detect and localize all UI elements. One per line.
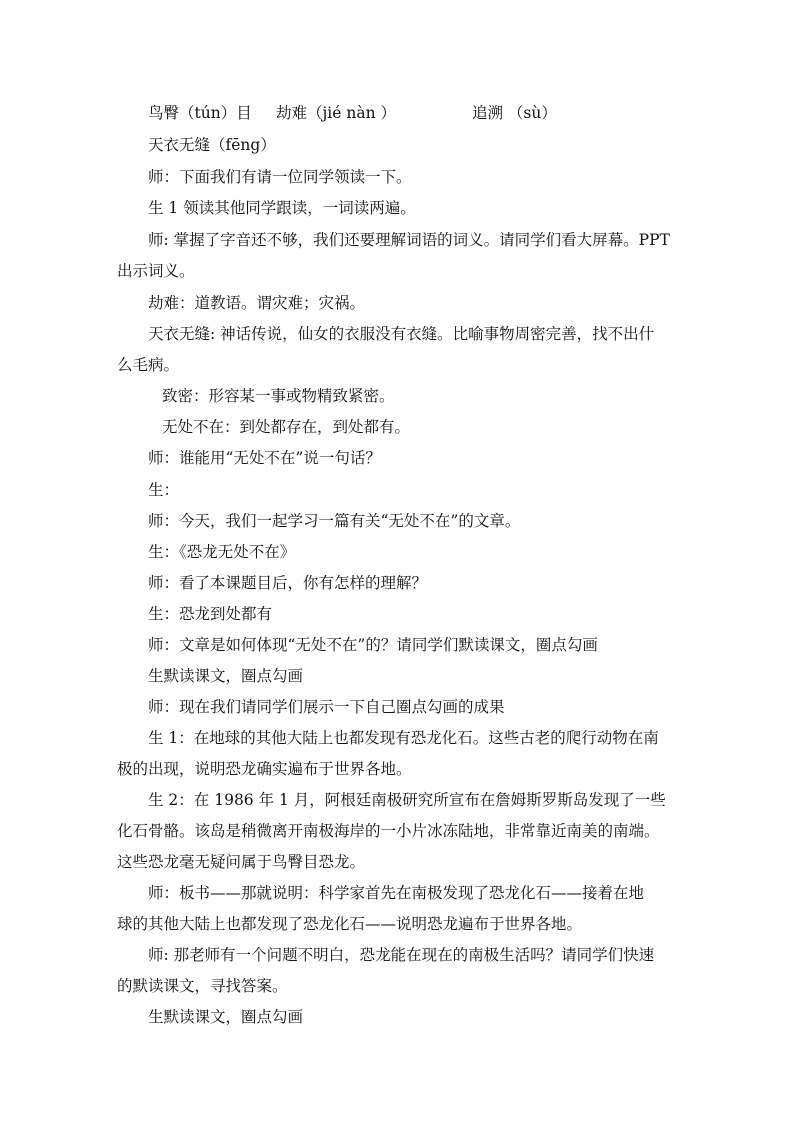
paragraph-line: 这些恐龙毫无疑问属于鸟臀目恐龙。 — [117, 853, 366, 871]
paragraph-line: 师: 掌握了字音还不够，我们还要理解词语的词义。请同学们看大屏幕。PPT — [148, 231, 670, 249]
paragraph-line: 师：谁能用“无处不在”说一句话？ — [148, 449, 381, 467]
paragraph-line: 劫难：道教语。谓灾难；灾祸。 — [148, 294, 366, 312]
paragraph-line: 师：板书——那就说明：科学家首先在南极发现了恐龙化石——接着在地 — [148, 884, 645, 902]
paragraph-line: 天衣无缝: 神话传说，仙女的衣服没有衣缝。比喻事物周密完善，找不出什 — [148, 325, 655, 343]
paragraph-line: 师：看了本课题目后，你有怎样的理解？ — [148, 574, 428, 592]
paragraph-line: 生默读课文，圈点勾画 — [148, 667, 304, 685]
paragraph-line: 生 2：在 1986 年 1 月，阿根廷南极研究所宣布在詹姆斯罗斯岛发现了一些 — [148, 791, 666, 809]
paragraph-line: 师：下面我们有请一位同学领读一下。 — [148, 168, 412, 186]
vocab-item-tun: 鸟臀（tún）目 — [148, 104, 252, 122]
paragraph-line: 致密：形容某一事或物精致紧密。 — [162, 387, 395, 405]
paragraph-line: 师：今天，我们一起学习一篇有关“无处不在”的文章。 — [148, 512, 521, 530]
paragraph-line: 出示词义。 — [117, 262, 195, 280]
paragraph-line: 的默读课文，寻找答案。 — [117, 977, 288, 995]
paragraph-line: 极的出现，说明恐龙确实遍布于世界各地。 — [117, 760, 412, 778]
paragraph-line: 生默读课文，圈点勾画 — [148, 1008, 304, 1026]
paragraph-line: 球的其他大陆上也都发现了恐龙化石——说明恐龙遍布于世界各地。 — [117, 915, 583, 933]
paragraph-line: 师：现在我们请同学们展示一下自己圈点勾画的成果 — [148, 698, 505, 716]
vocab-item-fengn: 天衣无缝（fēng） — [148, 136, 276, 154]
paragraph-line: 师: 那老师有一个问题不明白，恐龙能在现在的南极生活吗？请同学们快速 — [148, 946, 655, 964]
paragraph-line: 么毛病。 — [117, 356, 180, 374]
vocab-item-jienan: 劫难（jié nàn ） — [276, 104, 396, 122]
paragraph-line: 化石骨骼。该岛是稍微离开南极海岸的一小片冰冻陆地，非常靠近南美的南端。 — [117, 822, 660, 840]
paragraph-line: 生：《恐龙无处不在》 — [148, 543, 296, 561]
paragraph-line: 生 1：在地球的其他大陆上也都发现有恐龙化石。这些古老的爬行动物在南 — [148, 729, 659, 747]
paragraph-line: 生： — [148, 481, 180, 499]
paragraph-line: 生 1 领读其他同学跟读，一词读两遍。 — [148, 199, 416, 217]
paragraph-line: 生：恐龙到处都有 — [148, 605, 273, 623]
paragraph-line: 师：文章是如何体现“无处不在”的？请同学们默读课文，圈点勾画 — [148, 636, 598, 654]
vocab-item-su: 追溯 （sù） — [472, 104, 557, 122]
paragraph-line: 无处不在：到处都存在，到处都有。 — [162, 418, 411, 436]
